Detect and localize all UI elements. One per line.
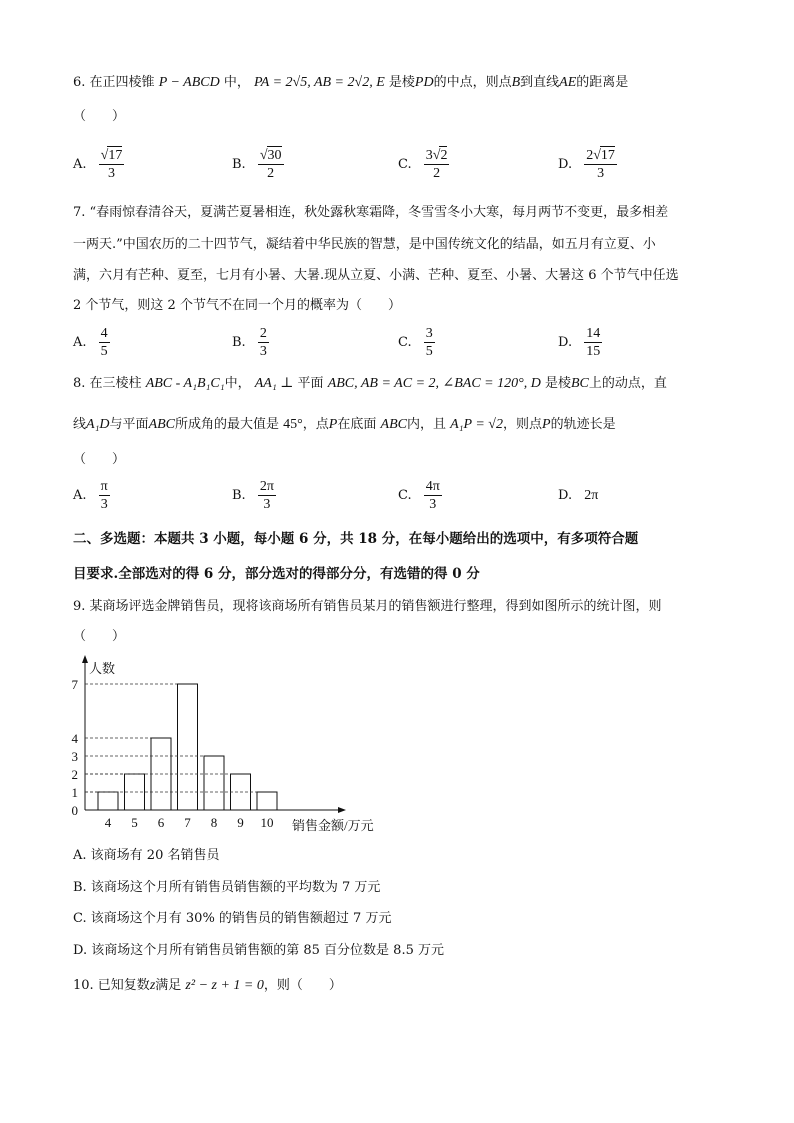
section2-heading-line2: 目要求.全部选对的得 6 分，部分选对的得部分分，有选错的得 0 分 (73, 566, 480, 582)
option-fraction (99, 325, 110, 360)
q6-option-a[interactable] (73, 146, 124, 182)
option-label: C. (398, 335, 412, 350)
y-axis-label: 人数 (89, 661, 116, 676)
option-label: A. (73, 848, 87, 863)
y-tick-label: 7 (71, 677, 78, 692)
denominator: 2 (433, 166, 441, 181)
coefficient: 3 (425, 148, 433, 163)
q9-stem-line1: 9. 某商场评选金牌销售员，现将该商场所有销售员某月的销售额进行整理，得到如图所示的统计图，则 (73, 599, 662, 614)
option-text: 该商场这个月有 30% 的销售员的销售额超过 7 万元 (90, 911, 392, 926)
numerator: 2 (259, 326, 267, 341)
x-tick-label: 9 (237, 815, 244, 830)
q8-text-base: 在底面 (337, 417, 377, 432)
q8-text-plane: 与平面 (109, 417, 149, 432)
x-tick-label: 5 (131, 815, 138, 830)
denominator: 3 (108, 166, 116, 181)
q6-edge: PD (414, 75, 434, 90)
denominator: 3 (263, 497, 271, 512)
radicand: 17 (108, 148, 123, 163)
q7-option-b[interactable] (232, 325, 269, 360)
denominator: 3 (429, 497, 437, 512)
q8-text-point: ，点 (302, 417, 329, 432)
option-value: 2π (584, 488, 599, 503)
q10-stem (73, 977, 342, 995)
q8-text-c: 平面 (297, 376, 324, 391)
q6-text-a: 6. 在正四棱锥 (73, 75, 155, 90)
coefficient: 2 (586, 148, 594, 163)
option-fraction (258, 478, 276, 513)
option-label: D. (558, 156, 573, 172)
q6-text-g: 的距离是 (576, 75, 629, 90)
x-tick-label: 8 (210, 815, 218, 830)
denominator: 5 (425, 344, 433, 359)
denominator: 3 (597, 166, 605, 181)
q10-variable: z (149, 978, 156, 993)
q8-option-b[interactable] (232, 478, 276, 513)
numerator: 4 (100, 326, 108, 341)
histogram-bar (98, 792, 118, 810)
q8-text-angle: 所成角的最大值是 (175, 417, 280, 432)
q6-point: B (511, 75, 521, 90)
q7-stem-line1: 7. “春雨惊春清谷天，夏满芒夏暑相连，秋处露秋寒霜降，冬雪雪冬小大寒，每月两节不变更，最多相差 (73, 205, 669, 220)
q6-pyramid: P − ABCD (158, 75, 220, 90)
q8-base: ABC (380, 417, 407, 432)
q8-text-d: 是棱 (544, 376, 571, 391)
q6-option-d[interactable] (558, 146, 617, 182)
y-tick-label: 3 (71, 749, 78, 764)
option-fraction (584, 325, 602, 360)
y-tick-label: 1 (71, 785, 78, 800)
q6-option-c[interactable] (398, 146, 449, 182)
y-tick-label: 0 (71, 803, 78, 818)
numerator: 2π (259, 479, 274, 494)
option-label: A. (73, 335, 87, 350)
x-tick-label: 7 (184, 815, 191, 830)
radicand: 17 (600, 148, 615, 163)
q8-angle: 45° (283, 417, 303, 432)
numerator: π (100, 479, 108, 494)
x-axis-label: 销售金额/万元 (292, 818, 374, 833)
q8-text-and: 内，且 (406, 417, 446, 432)
option-label: B. (73, 880, 87, 895)
q8-text-e: 上的动点，直 (588, 376, 667, 391)
x-tick-label: 10 (260, 815, 274, 830)
option-fraction: $\frac{√30}{2}$ (259, 148, 282, 181)
option-label: B. (232, 488, 246, 503)
numerator: 3 (425, 326, 433, 341)
q8-stem-line1 (73, 375, 667, 393)
denominator: 15 (586, 344, 601, 359)
option-label: D. (73, 943, 88, 958)
option-label: C. (398, 156, 412, 172)
denominator: 5 (100, 344, 108, 359)
x-tick-label: 4 (104, 815, 112, 830)
q6-text-e: 的中点，则点 (433, 75, 512, 90)
numerator: 14 (586, 326, 601, 341)
q8-prism: ABC - A₁B₁C₁ (145, 376, 225, 391)
q8-edge: BC (571, 376, 589, 391)
radicand: 30 (267, 148, 282, 163)
q9-blank: （ ） (73, 629, 126, 644)
sales-histogram (60, 655, 400, 835)
denominator: 3 (100, 497, 108, 512)
q8-text-locus: 的轨迹长是 (550, 417, 616, 432)
q6-line: AE (559, 75, 577, 90)
option-label: A. (73, 488, 87, 503)
y-tick-label: 4 (71, 731, 78, 746)
q8-text-line: 线 (73, 417, 87, 432)
option-fraction: $\frac{2√17}{3}$ (586, 148, 615, 181)
option-text: 该商场这个月所有销售员销售额的平均数为 7 万元 (90, 880, 381, 895)
q7-stem-line4: 2 个节气，则这 2 个节气不在同一个月的概率为（ ） (73, 298, 401, 313)
q6-text-c: 中， (223, 75, 250, 90)
q8-segment: A₁D (86, 417, 110, 432)
q8-text-a: 8. 在三棱柱 (73, 376, 142, 391)
q8-stem-line2 (73, 416, 616, 434)
q8-plane: ABC (148, 417, 176, 432)
y-axis-arrow (82, 655, 88, 663)
q8-point: P (328, 417, 338, 432)
option-fraction (424, 325, 435, 360)
q9-option-d[interactable] (73, 942, 444, 960)
q8-text-then: ，则点 (502, 417, 542, 432)
option-label: D. (558, 488, 573, 503)
option-label: D. (558, 335, 573, 350)
q7-stem-line3: 满，六月有芒种、夏至，七月有小暑、大暑.现从立夏、小满、芒种、夏至、小暑、大暑这 6 个节气中任选 (73, 268, 679, 283)
denominator: 2 (267, 166, 275, 181)
q10-equation: z² − z + 1 = 0 (185, 978, 264, 993)
option-label: B. (232, 156, 246, 172)
q8-perp: AA₁ ⊥ (254, 376, 294, 391)
q7-stem-line2: 一两天.”中国农历的二十四节气，凝结着中华民族的智慧，是中国传统文化的结晶，如五月有立夏、小 (73, 237, 656, 252)
q6-text-d: 是棱 (388, 75, 415, 90)
option-text: 该商场有 20 名销售员 (90, 848, 220, 863)
q8-option-a[interactable] (73, 478, 110, 513)
q9-option-b[interactable] (73, 879, 380, 897)
q8-option-c[interactable] (398, 478, 442, 513)
q6-stem-line1 (73, 74, 628, 92)
q7-option-a[interactable] (73, 325, 110, 360)
option-fraction (424, 478, 442, 513)
q7-option-d[interactable] (558, 325, 602, 360)
option-label: A. (73, 156, 87, 172)
histogram-bar (257, 792, 277, 810)
x-axis-arrow (338, 807, 346, 813)
histogram-bar (178, 684, 198, 810)
q10-text-b: 满足 (155, 978, 182, 993)
q8-blank: （ ） (73, 452, 126, 467)
q8-text-b: 中， (224, 376, 251, 391)
section2-heading-line1: 二、多选题：本题共 3 小题，每小题 6 分，共 18 分，在每小题给出的选项中，有多项符合题 (73, 531, 639, 547)
option-fraction: $\frac{√17}{3}$ (100, 148, 123, 181)
option-label: C. (398, 488, 412, 503)
option-fraction (258, 325, 269, 360)
q8-given: ABC, AB = AC = 2, ∠BAC = 120°, D (327, 376, 541, 391)
histogram-bar (204, 756, 224, 810)
q10-text-a: 10. 已知复数 (73, 978, 150, 993)
q9-option-a[interactable] (73, 847, 219, 865)
q6-option-b[interactable] (232, 146, 284, 182)
y-tick-label: 2 (71, 767, 78, 782)
option-fraction (99, 478, 110, 513)
x-tick-label: 6 (157, 815, 165, 830)
q9-option-c[interactable] (73, 910, 391, 928)
radicand: 2 (440, 148, 448, 163)
denominator: 3 (259, 344, 267, 359)
q6-given: PA = 2√5, AB = 2√2, E (254, 75, 385, 90)
q6-blank: （ ） (73, 109, 126, 124)
q7-option-c[interactable] (398, 325, 435, 360)
option-text: 该商场这个月所有销售员销售额的第 85 百分位数是 8.5 万元 (91, 943, 444, 958)
q6-text-f: 到直线 (520, 75, 560, 90)
q8-option-d[interactable] (558, 488, 598, 504)
q8-point2: P (542, 417, 551, 432)
option-fraction: $\frac{3√2}{2}$ (425, 148, 448, 181)
q8-distance: A₁P = √2 (450, 417, 503, 432)
option-label: B. (232, 335, 246, 350)
q10-text-c: ，则（ ） (263, 978, 342, 993)
numerator: 4π (425, 479, 440, 494)
option-label: C. (73, 911, 87, 926)
